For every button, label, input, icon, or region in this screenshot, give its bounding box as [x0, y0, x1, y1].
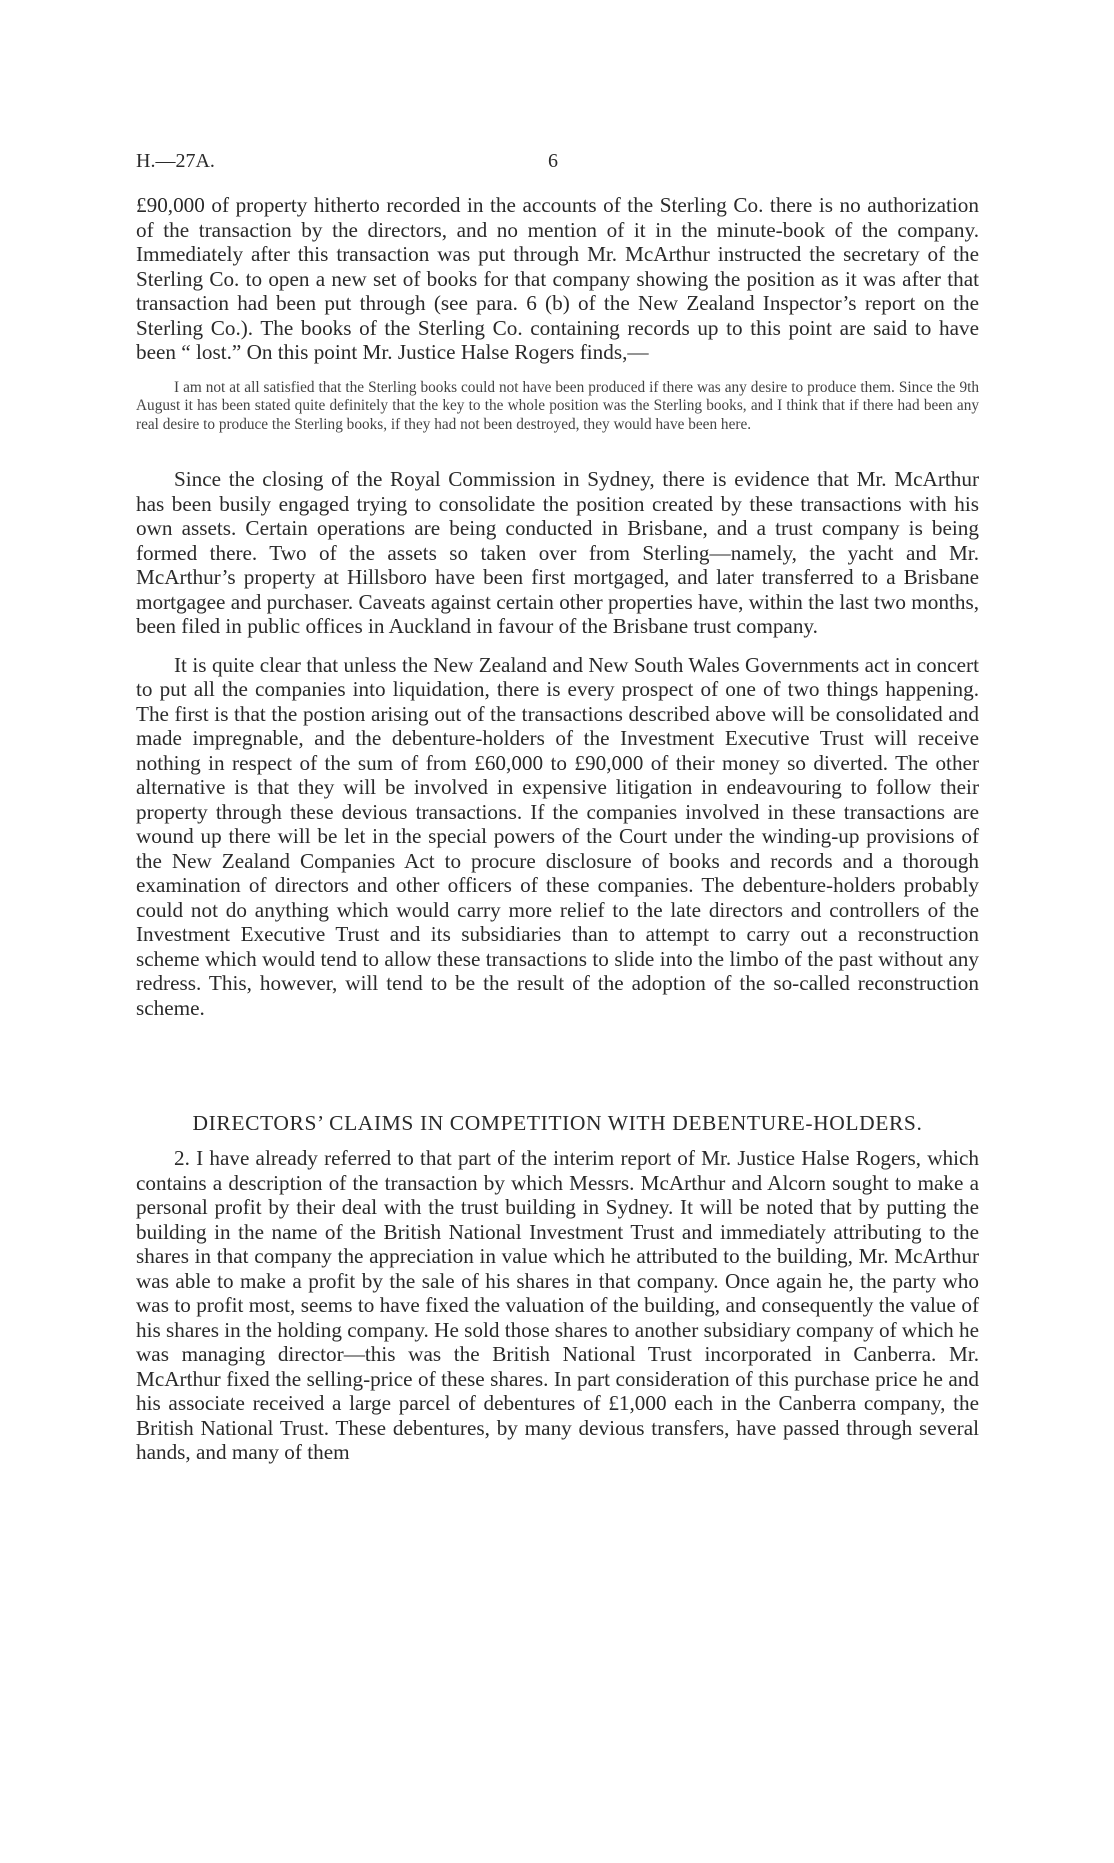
document-reference: H.—27A.	[136, 150, 215, 172]
paragraph-royal-commission: Since the closing of the Royal Commission in Sydney, there is evidence that Mr. McArthur has been busily engaged trying to consolidate the position created by these transactions with his own assets. Certain operations are being conducted in Brisbane, and a trust company is being formed there. Two of the assets so taken over from Sterling—namely, the yacht and Mr. McArthur’s property at Hillsboro have been first mortgaged, and later transferred to a Brisbane mortgagee and purchaser. Caveats against certain other properties have, within the last two months, been filed in public offices in Auckland in favour of the Brisbane trust company.	[136, 467, 979, 638]
block-quote: I am not at all satisfied that the Sterling books could not have been produced if there was any desire to produce them. Since the 9th August it has been stated quite definitely that the key to the whole position was the Sterling books, and I think that if there had been any real desire to produce the Sterling books, if they had not been destroyed, they would have been here.	[136, 378, 979, 433]
paragraph-numbered-2: 2. I have already referred to that part of the interim report of Mr. Justice Halse Rogers, which contains a description of the transaction by which Messrs. McArthur and Alcorn sought to make a personal profit by their deal with the trust building in Sydney. It will be noted that by putting the building in the name of the British National Investment Trust and immediately attributing to the shares in that company the appreciation in value which he attributed to the building, Mr. McArthur was able to make a profit by the sale of his shares in that company. Once again he, the party who was to profit most, seems to have fixed the valuation of the building, and consequently the value of his shares in the holding company. He sold those shares to another subsidiary company of which he was managing director—this was the British National Trust incorporated in Canberra. Mr. McArthur fixed the selling-price of these shares. In part consideration of this purchase price he and his associate received a large parcel of debentures of £1,000 each in the Canberra company, the British National Trust. These debentures, by many devious transfers, have passed through several hands, and many of them	[136, 1146, 980, 1464]
page-number: 6	[548, 150, 558, 172]
paragraph-liquidation: It is quite clear that unless the New Zealand and New South Wales Governments act in concert to put all the companies into liquidation, there is every prospect of one of two things happening. The first is that the postion arising out of the transactions described above will be consolidated and made impregnable, and the debenture-holders of the Investment Executive Trust will receive nothing in respect of the sum of from £60,000 to £90,000 of their money so diverted. The other alternative is that they will be involved in expensive litigation in endeavouring to follow their property through these devious transactions. If the companies involved in these transactions are wound up there will be let in the special powers of the Court under the winding-up provisions of the New Zealand Companies Act to procure disclosure of books and records and a thorough examination of directors and other officers of these companies. The debenture-holders probably could not do anything which would carry more relief to the late directors and controllers of the Investment Executive Trust and its subsidiaries than to attempt to carry out a reconstruction scheme which would tend to allow these transactions to slide into the limbo of the past without any redress. This, however, will tend to be the result of the adoption of the so-called reconstruction scheme.	[136, 652, 979, 1020]
section-heading: DIRECTORS’ CLAIMS IN COMPETITION WITH DEBENTURE-HOLDERS.	[192, 1111, 923, 1135]
paragraph-continuation: £90,000 of property hitherto recorded in the accounts of the Sterling Co. there is no authorization of the transaction by the directors, and no mention of it in the minute-book of the company. Immediately after this transaction was put through Mr. McArthur instructed the secretary of the Sterling Co. to open a new set of books for that company showing the position as it was after that transaction had been put through (see para. 6 (b) of the New Zealand Inspector’s report on the Sterling Co.). The books of the Sterling Co. containing records up to this point are said to have been “ lost.” On this point Mr. Justice Halse Rogers finds,—	[136, 193, 979, 364]
page-header	[136, 150, 979, 180]
page-body	[136, 193, 979, 1465]
